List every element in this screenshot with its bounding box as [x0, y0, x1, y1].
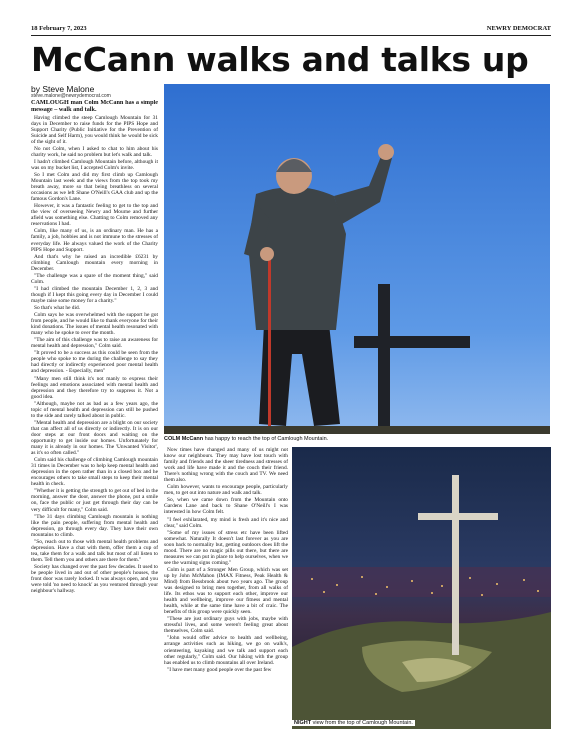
paragraph: "It proved to be a success as this could be seen from the people who spoke to me during the challenge to say they had directly or indirectly experienced poor mental health and depression. - Especially, men"	[31, 350, 158, 375]
photo-caption-night	[292, 720, 415, 726]
paragraph: Having climbed the steep Camlough Mountain for 31 days in December to raise funds for the PIPS Hope and Support Charity (Public Initiative for the Prevention of Suicide and Self Harm), you would think he would be sick of the sight of it.	[31, 114, 158, 145]
paragraph: Colm, like many of us, is an ordinary man. He has a family, a job, hobbies and is not immune to the stresses of everyday life. He always valued the work of the Charity PIPS Hope and Support.	[31, 228, 158, 253]
paragraph: "I had climbed the mountain December 1, 2, 3 and though if I kept this going every day in December I could maybe raise some money for a charity."	[31, 285, 158, 304]
paragraph: However, it was a fantastic feeling to get to the top and the view of overseeing Newry and Mourne and further afield was something else. Chatting to Colm removed any reservations I had.	[31, 203, 158, 228]
issue-date: 18 February 7, 2023	[31, 25, 87, 32]
photo-summit	[164, 84, 550, 434]
paragraph: Society has changed over the past few decades. It used to be people lived in and out of other people's houses, the front door was rarely locked. It was always open, and you were told 'no need to knock' as you ventured through your neighbour's hallway.	[31, 563, 158, 595]
paragraph: "I feel exhilarated, my mind is fresh and it's nice and clear," said Colm.	[164, 516, 288, 529]
paragraph: "John would offer advice to health and wellbeing, arrange activities such as hiking, we go on walk's, orienteering, kayaking and we talk and support each other regularly," Colm said. Our hiking with the group has enabled us to climb mountains all over Ireland.	[164, 635, 288, 666]
paragraph: "The aim of this challenge was to raise an awareness for mental health and depression," Colm said.	[31, 337, 158, 350]
photo-night-view	[292, 447, 551, 729]
article-column-1	[31, 100, 158, 730]
paragraph: "Many men still think it's not manly to express their feelings and emotions associated with mental health and depression and they therefore try to suppress it. Not a good idea.	[31, 375, 158, 400]
author-email[interactable]: steve.malone@newrydemocrat.com	[31, 93, 111, 99]
paragraph: Colm said his challenge of climbing Camlough mountain 31 times in December was to help keep mental health and depression in the open rather than in a closed box and he encourages others to take small steps to keep their mental health in check.	[31, 457, 158, 488]
paragraph: "So, reach out to those with mental health problems and depression. Have a chat with them, offer them a cup of tea, take them for a walk and talk but most of all listen to them. Tell them you and others are there for them."	[31, 538, 158, 563]
paragraph: So I met Colm and did my first climb up Camlough Mountain last week and the views from the top took my breath away, more so that being breathless on several occasions as we left Shane O'Neill's GAA club and up the famous Gordon's Lane.	[31, 172, 158, 203]
paragraph: Now times have changed and many of us might not know our neighbours. They may have lost touch with family and friends and the sheer tiredness and stresses of work and life have made it and the couch their friend. There's nothing wrong with the couch and TV. We need them also.	[164, 447, 288, 484]
headline: McCann walks and talks up	[31, 40, 529, 79]
paragraph: "Whether it is getting the strength to get out of bed in the morning, answer the door, answer the phone, put a smile on, face the public or just get through their day can be very difficult for many," Colm said.	[31, 488, 158, 513]
paragraph: "I have met many good people over the past few	[167, 666, 272, 673]
paragraph: "The challenge was a spare of the moment thing," said Colm.	[31, 272, 158, 285]
paragraph: Colm says he was overwhelmed with the support he got from people, and he would like to thank everyone for their kind donations. The issues of mental health resonated with many who he spoke to over the month.	[31, 312, 158, 337]
paragraph: I hadn't climbed Camlough Mountain before, although it was on my bucket list, I accepted Colm's invite.	[31, 158, 158, 171]
byline: by Steve Malone	[31, 84, 95, 94]
paragraph: "The 31 days climbing Camlough mountain is nothing like the pain people, suffering from mental health and depression, go through every day. They have their own mountains to climb.	[31, 513, 158, 538]
paragraph: So that's what he did.	[34, 305, 81, 311]
header-rule	[31, 35, 551, 36]
paragraph: No not Colm, when I asked to chat to him about his charity work, he said no problem but let's walk and talk.	[31, 145, 158, 158]
caption-text: has happy to reach the top of Camlough Mountain.	[204, 436, 329, 442]
paragraph: And that's why he raised an incredible £6231 by climbing Camlough mountain every morning in December.	[31, 253, 158, 272]
paragraph: Colm however, wants to encourage people, particularly men, to get out into nature and walk and talk.	[164, 484, 288, 497]
paragraph: So, when we came down from the Mountain onto Gardens Lane and back to Shane O'Neill's I was interested in how Colm felt.	[164, 497, 288, 516]
paragraph: Colm is part of a Stronger Men Group, which was set up by John McMahon (IMAX Fitness, Peak Health & Mind) from Bessbrook about two years ago. The group was designed to bring men together, from all walks of life. Its ethos was to support each other, improve our health and wellbeing, improve our fitness and mental health, while at the same time have a bit of craic. The benefits of this group were quickly seen.	[164, 566, 288, 616]
article-column-2	[164, 447, 288, 727]
summit-photo-illustration	[164, 84, 550, 434]
photo-caption-summit	[164, 436, 328, 442]
paragraph: "Although, maybe not as bad as a few years ago, the topic of mental health and depression can still be pushed to the side and rarely talked about in public.	[31, 400, 158, 419]
lead-paragraph: CAMLOUGH man Colm McCann has a simple message – walk and talk.	[31, 100, 158, 113]
caption-text: view from the top of Camlough Mountain.	[312, 720, 413, 726]
paragraph: "Mental health and depression are a blight on our society that can affect all of us directly or indirectly. It is on our door steps at our front doors and waiting on the opportunity to get inside our homes. Unfortunately for many it is already in our homes. The 'Unwanted Visitor', as it's so often called."	[31, 419, 158, 457]
paragraph: "Some of my issues of stress etc have been lifted somewhat. Naturally It doesn't last forever as you are soon back to normality but, getting outdoors does lift the mood. There are no magic pills out there, but there are measures we can put in place to help ourselves, when we see the warning signs coming."	[164, 529, 288, 566]
page-header	[31, 25, 551, 35]
night-photo-illustration	[292, 447, 551, 729]
caption-lead: NIGHT	[294, 720, 312, 726]
paragraph: "These are just ordinary guys with jobs, maybe with stressful lives, and some weren't feeling great about themselves, Colm said.	[164, 616, 288, 635]
publication-name: NEWRY DEMOCRAT	[486, 25, 551, 32]
caption-lead: COLM McCann	[164, 436, 204, 442]
